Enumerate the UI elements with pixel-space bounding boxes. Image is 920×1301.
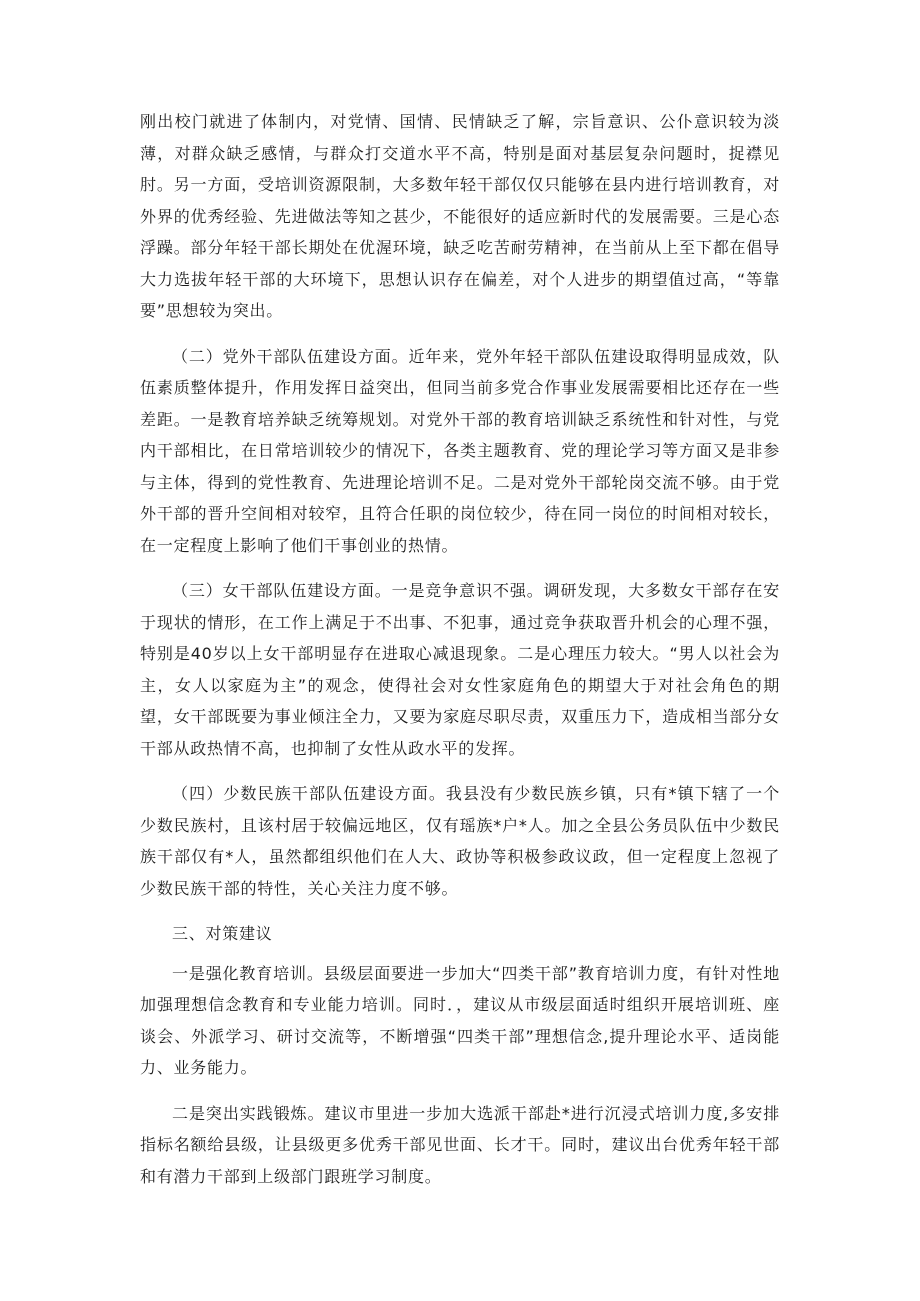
- section-heading-suggestions: 三、对策建议: [172, 924, 273, 943]
- paragraph-minority-cadres: （四）少数民族干部队伍建设方面。我县没有少数民族乡镇，只有*镇下辖了一个少数民族村，且该村居于较偏远地区，仅有瑶族*户*人。加之全县公务员队伍中少数民族干部仅有*人，虽然都组织他们在人大、政协等积极参政议政，但一定程度上忽视了少数民族干部的特性，关心关注力度不够。: [140, 784, 780, 898]
- paragraph-women-cadres: （三）女干部队伍建设方面。一是竞争意识不强。调研发现，大多数女干部存在安于现状的情形，在工作上满足于不出事、不犯事，通过竞争获取晋升机会的心理不强，特别是40岁以上女干部明显存在进取心减退现象。二是心理压力较大。“男人以社会为主，女人以家庭为主”的观念，使得社会对女性家庭角色的期望大于对社会角色的期望，女干部既要为事业倾注全力，又要为家庭尽职尽责，双重压力下，造成相当部分女干部从政热情不高，也抑制了女性从政水平的发挥。: [140, 581, 780, 758]
- document-page: [140, 106, 780, 1206]
- paragraph-young-cadres-continuation: 刚出校门就进了体制内，对党情、国情、民情缺乏了解，宗旨意识、公仆意识较为淡薄，对群众缺乏感情，与群众打交道水平不高，特别是面对基层复杂问题时，捉襟见肘。另一方面，受培训资源限制，大多数年轻干部仅仅只能够在县内进行培训教育，对外界的优秀经验、先进做法等知之甚少，不能很好的适应新时代的发展需要。三是心态浮躁。部分年轻干部长期处在优渥环境，缺乏吃苦耐劳精神，在当前从上至下都在倡导大力选拔年轻干部的大环境下，思想认识存在偏差，对个人进步的期望值过高，“等靠要”思想较为突出。: [140, 112, 780, 320]
- paragraph-suggestion-training: 一是强化教育培训。县级层面要进一步加大“四类干部”教育培训力度，有针对性地加强理想信念教育和专业能力培训。同时．，建议从市级层面适时组织开展培训班、座谈会、外派学习、研讨交流等，不断增强“四类干部”理想信念,提升理论水平、适岗能力、业务能力。: [140, 963, 780, 1077]
- paragraph-suggestion-practice: 二是突出实践锻炼。建议市里进一步加大选派干部赴*进行沉浸式培训力度,多安排指标名额给县级，让县级更多优秀干部见世面、长才干。同时，建议出台优秀年轻干部和有潜力干部到上级部门跟班学习制度。: [140, 1103, 780, 1186]
- paragraph-non-party-cadres: （二）党外干部队伍建设方面。近年来，党外年轻干部队伍建设取得明显成效，队伍素质整体提升，作用发挥日益突出，但同当前多党合作事业发展需要相比还存在一些差距。一是教育培养缺乏统筹规划。对党外干部的教育培训缺乏系统性和针对性，与党内干部相比，在日常培训较少的情况下，各类主题教育、党的理论学习等方面又是非参与主体，得到的党性教育、先进理论培训不足。二是对党外干部轮岗交流不够。由于党外干部的晋升空间相对较窄，且符合任职的岗位较少，待在同一岗位的时间相对较长，在一定程度上影响了他们干事创业的热情。: [140, 346, 780, 555]
